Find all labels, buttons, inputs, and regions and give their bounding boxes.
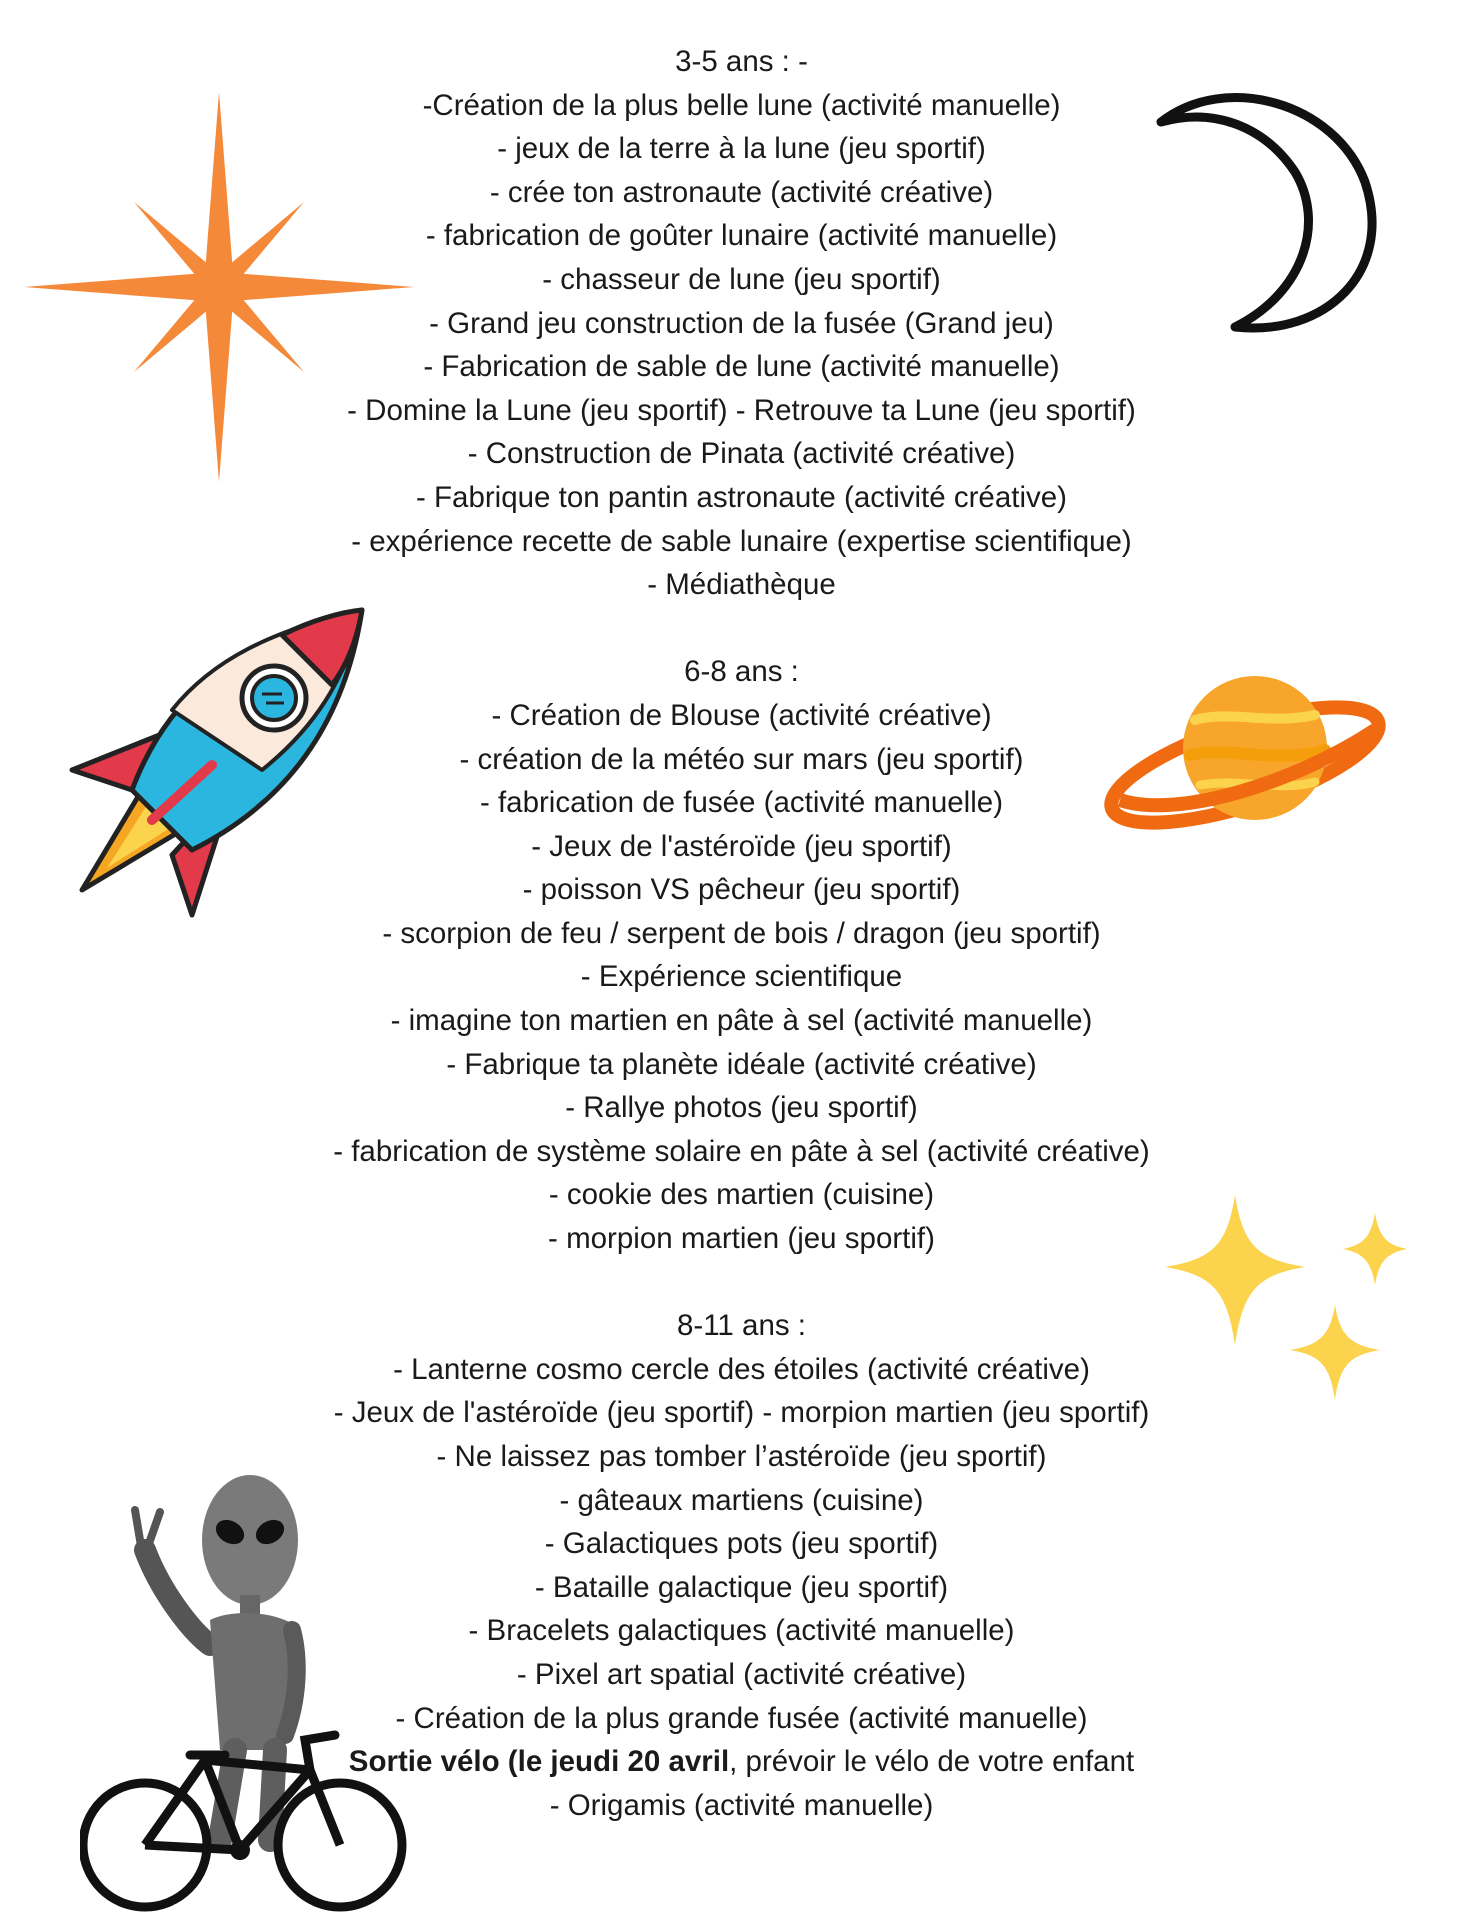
list-item: -Création de la plus belle lune (activité manuelle) — [422, 88, 1061, 122]
list-item: - fabrication de système solaire en pâte à sel (activité créative) — [333, 1134, 1150, 1168]
list-item: - poisson VS pêcheur (jeu sportif) — [522, 873, 961, 907]
list-item: - Création de la plus grande fusée (activité manuelle) — [395, 1701, 1088, 1735]
list-item: - scorpion de feu / serpent de bois / dragon (jeu sportif) — [382, 916, 1101, 950]
bike-outing-note — [250, 1740, 1233, 1784]
list-item: - Médiathèque — [647, 568, 836, 602]
section-spacer — [250, 1261, 1233, 1305]
list-item: - Jeux de l'astéroïde (jeu sportif) - morpion martien (jeu sportif) — [333, 1396, 1150, 1430]
list-item: - Lanterne cosmo cercle des étoiles (activité créative) — [393, 1352, 1090, 1386]
list-item: - Bataille galactique (jeu sportif) — [534, 1570, 949, 1604]
list-item: - Origamis (activité manuelle) — [549, 1788, 934, 1822]
list-item: - Pixel art spatial (activité créative) — [516, 1657, 967, 1691]
list-item: - crée ton astronaute (activité créative) — [489, 175, 994, 209]
list-item: - Ne laissez pas tomber l’astéroïde (jeu sportif) — [436, 1440, 1047, 1473]
list-item: - Grand jeu construction de la fusée (Grand jeu) — [429, 306, 1054, 340]
section-heading: 6-8 ans : — [684, 655, 799, 689]
list-item: - expérience recette de sable lunaire (expertise scientifique) — [351, 524, 1132, 558]
bike-outing-rest: , prévoir le vélo de votre enfant — [729, 1745, 1135, 1779]
list-item: - morpion martien (jeu sportif) — [548, 1222, 935, 1256]
list-item: - fabrication de goûter lunaire (activité manuelle) — [425, 219, 1058, 253]
section-spacer — [250, 607, 1233, 651]
list-item: - jeux de la terre à la lune (jeu sportif) — [497, 132, 986, 166]
list-item: - Domine la Lune (jeu sportif) - Retrouve ta Lune (jeu sportif) — [347, 393, 1136, 427]
list-item: - Fabrication de sable de lune (activité manuelle) — [423, 350, 1060, 384]
bike-outing-bold: Sortie vélo (le jeudi 20 avril — [348, 1745, 730, 1779]
list-item: - imagine ton martien en pâte à sel (activité manuelle) — [390, 1004, 1093, 1038]
list-item: - cookie des martien (cuisine) — [548, 1178, 935, 1212]
list-item: - Construction de Pinata (activité créative) — [467, 437, 1016, 471]
list-item: - Fabrique ta planète idéale (activité créative) — [446, 1047, 1037, 1081]
list-item: - chasseur de lune (jeu sportif) — [542, 262, 941, 296]
list-item: - création de la météo sur mars (jeu sportif) — [459, 742, 1024, 776]
section-heading: 3-5 ans : - — [675, 45, 808, 78]
list-item: - Fabrique ton pantin astronaute (activité créative) — [416, 480, 1067, 514]
list-item: - Jeux de l'astéroïde (jeu sportif) — [531, 829, 952, 863]
list-item: - gâteaux martiens (cuisine) — [559, 1483, 924, 1517]
list-item: - Expérience scientifique — [580, 960, 903, 994]
list-item: - Création de Blouse (activité créative) — [491, 698, 992, 732]
list-item: - Bracelets galactiques (activité manuelle) — [468, 1614, 1015, 1648]
section-heading: 8-11 ans : — [676, 1309, 806, 1343]
list-item: - Galactiques pots (jeu sportif) — [544, 1527, 939, 1561]
activity-list — [250, 40, 1233, 1827]
list-item: - fabrication de fusée (activité manuelle) — [479, 786, 1004, 820]
list-item: - Rallye photos (jeu sportif) — [565, 1091, 918, 1125]
